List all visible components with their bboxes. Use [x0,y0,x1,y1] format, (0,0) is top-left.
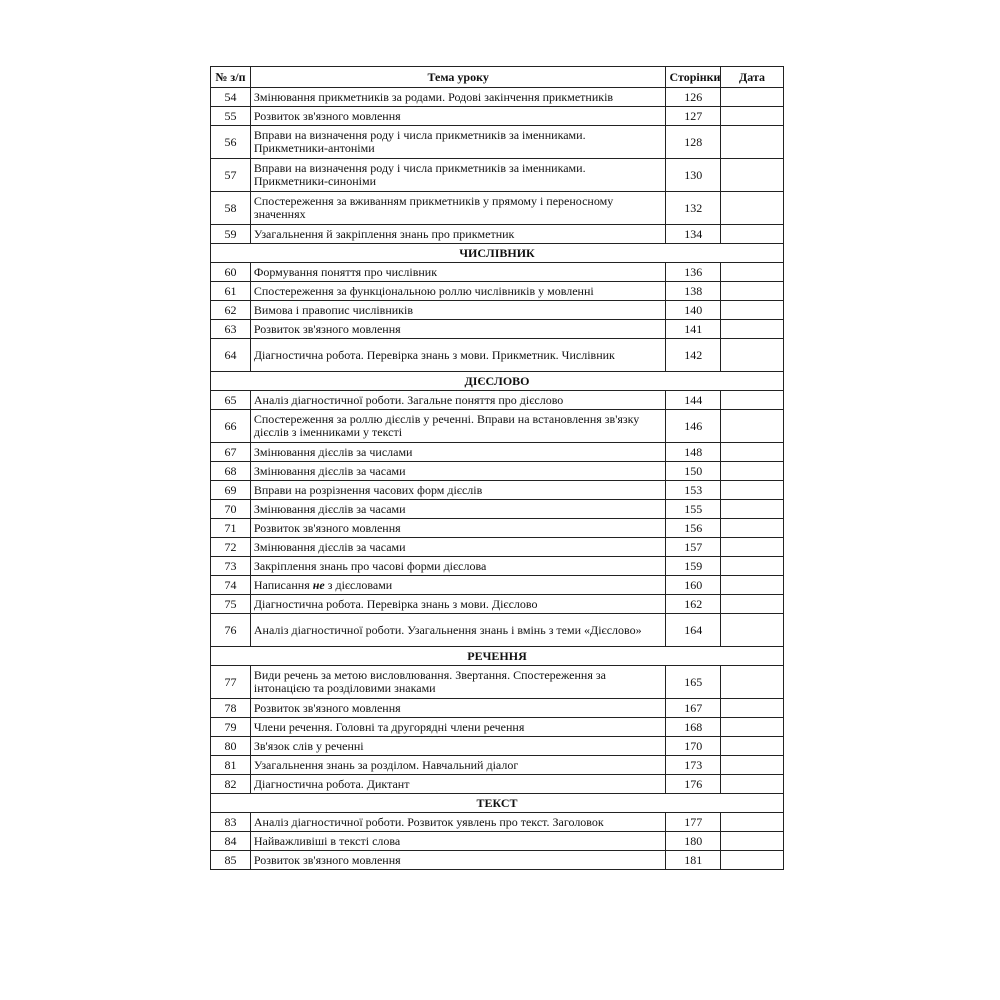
table-row [211,737,784,756]
table-body [211,88,784,870]
lesson-page: 127 [666,107,721,126]
lesson-date [721,88,784,107]
lesson-number: 75 [211,595,251,614]
lesson-number: 56 [211,126,251,159]
lesson-page: 138 [666,282,721,301]
table-row [211,159,784,192]
table-row [211,301,784,320]
lesson-date [721,462,784,481]
lesson-date [721,301,784,320]
lesson-topic: Узагальнення й закріплення знань про прикметник [250,225,666,244]
lesson-topic: Спостереження за роллю дієслів у реченні. Вправи на встановлення зв'язку дієслів з іменниками у тексті [250,410,666,443]
lesson-topic: Види речень за метою висловлювання. Звертання. Спостереження за інтонацією та розділовими знаками [250,666,666,699]
section-title: ДІЄСЛОВО [211,372,784,391]
lesson-number: 84 [211,832,251,851]
lesson-date [721,576,784,595]
lesson-date [721,282,784,301]
table-row [211,282,784,301]
lesson-date [721,481,784,500]
header-row [211,67,784,88]
lesson-page: 150 [666,462,721,481]
table-row [211,462,784,481]
emphasis-word: не [312,577,325,592]
lesson-page: 142 [666,339,721,372]
section-row [211,372,784,391]
lesson-page: 157 [666,538,721,557]
table-row [211,225,784,244]
lesson-page: 180 [666,832,721,851]
section-row [211,244,784,263]
table-row [211,851,784,870]
table-row [211,88,784,107]
table-row [211,192,784,225]
table-row [211,756,784,775]
table-row [211,107,784,126]
lesson-date [721,107,784,126]
lesson-topic: Розвиток зв'язного мовлення [250,851,666,870]
lesson-page: 181 [666,851,721,870]
lesson-number: 72 [211,538,251,557]
lesson-topic: Закріплення знань про часові форми дієслова [250,557,666,576]
lesson-number: 81 [211,756,251,775]
lesson-page: 165 [666,666,721,699]
lesson-topic: Діагностична робота. Диктант [250,775,666,794]
lesson-topic: Формування поняття про числівник [250,263,666,282]
lesson-date [721,320,784,339]
header-number: № з/п [211,67,251,88]
lesson-topic: Змінювання дієслів за числами [250,443,666,462]
lesson-page: 159 [666,557,721,576]
table-row [211,443,784,462]
lesson-page: 162 [666,595,721,614]
lesson-date [721,500,784,519]
lesson-page: 148 [666,443,721,462]
lesson-topic: Вправи на визначення роду і числа прикметників за іменниками. Прикметники-синоніми [250,159,666,192]
lesson-page: 156 [666,519,721,538]
lesson-page: 144 [666,391,721,410]
lesson-number: 61 [211,282,251,301]
header-date: Дата [721,67,784,88]
lesson-date [721,538,784,557]
lesson-topic: Діагностична робота. Перевірка знань з мови. Дієслово [250,595,666,614]
lesson-topic: Вимова і правопис числівників [250,301,666,320]
section-title: РЕЧЕННЯ [211,647,784,666]
lesson-date [721,159,784,192]
table-row [211,538,784,557]
lesson-page: 160 [666,576,721,595]
lesson-date [721,851,784,870]
lesson-number: 80 [211,737,251,756]
lesson-number: 68 [211,462,251,481]
lesson-page: 136 [666,263,721,282]
lesson-number: 70 [211,500,251,519]
lesson-number: 79 [211,718,251,737]
lesson-number: 65 [211,391,251,410]
table-row [211,500,784,519]
lesson-date [721,666,784,699]
table-row [211,832,784,851]
lesson-topic: Розвиток зв'язного мовлення [250,320,666,339]
lesson-number: 57 [211,159,251,192]
lesson-topic: Змінювання дієслів за часами [250,538,666,557]
lesson-number: 82 [211,775,251,794]
lesson-topic: Зв'язок слів у реченні [250,737,666,756]
lesson-number: 67 [211,443,251,462]
lesson-topic: Узагальнення знань за розділом. Навчальний діалог [250,756,666,775]
table-row [211,481,784,500]
header-topic: Тема уроку [250,67,666,88]
table-row [211,666,784,699]
lesson-date [721,756,784,775]
lesson-number: 62 [211,301,251,320]
table-row [211,320,784,339]
lesson-topic: Спостереження за функціональною роллю числівників у мовленні [250,282,666,301]
table-row [211,519,784,538]
lesson-date [721,263,784,282]
lesson-page: 141 [666,320,721,339]
lesson-topic: Члени речення. Головні та другорядні члени речення [250,718,666,737]
lesson-topic: Аналіз діагностичної роботи. Загальне поняття про дієслово [250,391,666,410]
lesson-date [721,699,784,718]
table-row [211,557,784,576]
lesson-date [721,225,784,244]
lesson-date [721,519,784,538]
lesson-topic: Написання не з дієсловами [250,576,666,595]
lesson-number: 71 [211,519,251,538]
section-row [211,647,784,666]
lesson-date [721,339,784,372]
lesson-page: 134 [666,225,721,244]
lesson-page: 155 [666,500,721,519]
lesson-topic: Змінювання дієслів за часами [250,462,666,481]
lesson-number: 78 [211,699,251,718]
lesson-page: 153 [666,481,721,500]
table-row [211,263,784,282]
lesson-page: 164 [666,614,721,647]
table-header [211,67,784,88]
lesson-topic: Аналіз діагностичної роботи. Розвиток уявлень про текст. Заголовок [250,813,666,832]
lesson-page: 168 [666,718,721,737]
lesson-topic: Спостереження за вживанням прикметників у прямому і переносному значеннях [250,192,666,225]
lesson-date [721,737,784,756]
section-title: ЧИСЛІВНИК [211,244,784,263]
lesson-date [721,126,784,159]
lesson-date [721,775,784,794]
table-row [211,339,784,372]
lesson-date [721,614,784,647]
table-row [211,410,784,443]
lesson-number: 60 [211,263,251,282]
lesson-number: 63 [211,320,251,339]
lesson-number: 58 [211,192,251,225]
lesson-number: 85 [211,851,251,870]
lesson-date [721,192,784,225]
table-row [211,614,784,647]
lesson-topic: Вправи на визначення роду і числа прикметників за іменниками. Прикметники-антоніми [250,126,666,159]
lesson-number: 69 [211,481,251,500]
lesson-date [721,595,784,614]
lesson-page: 176 [666,775,721,794]
lesson-page: 173 [666,756,721,775]
lesson-topic: Розвиток зв'язного мовлення [250,699,666,718]
table-row [211,595,784,614]
table-row [211,699,784,718]
lesson-page: 146 [666,410,721,443]
table-row [211,391,784,410]
lesson-page: 140 [666,301,721,320]
lesson-plan-table [210,66,784,870]
lesson-number: 77 [211,666,251,699]
lesson-number: 59 [211,225,251,244]
lesson-topic: Розвиток зв'язного мовлення [250,107,666,126]
lesson-topic: Найважливіші в тексті слова [250,832,666,851]
lesson-date [721,718,784,737]
lesson-page: 132 [666,192,721,225]
table-row [211,813,784,832]
lesson-number: 83 [211,813,251,832]
table-row [211,775,784,794]
lesson-date [721,443,784,462]
lesson-topic: Змінювання дієслів за часами [250,500,666,519]
section-title: ТЕКСТ [211,794,784,813]
lesson-page: 170 [666,737,721,756]
lesson-topic: Вправи на розрізнення часових форм дієслів [250,481,666,500]
lesson-page: 167 [666,699,721,718]
lesson-number: 76 [211,614,251,647]
lesson-page: 128 [666,126,721,159]
lesson-page: 126 [666,88,721,107]
lesson-topic: Розвиток зв'язного мовлення [250,519,666,538]
lesson-date [721,813,784,832]
lesson-number: 54 [211,88,251,107]
lesson-date [721,391,784,410]
lesson-date [721,557,784,576]
lesson-number: 64 [211,339,251,372]
section-row [211,794,784,813]
lesson-number: 66 [211,410,251,443]
lesson-date [721,832,784,851]
table-row [211,576,784,595]
lesson-page: 130 [666,159,721,192]
header-pages: Сторінки [666,67,721,88]
lesson-topic: Діагностична робота. Перевірка знань з мови. Прикметник. Числівник [250,339,666,372]
lesson-number: 73 [211,557,251,576]
lesson-topic: Змінювання прикметників за родами. Родові закінчення прикметників [250,88,666,107]
lesson-topic: Аналіз діагностичної роботи. Узагальнення знань і вмінь з теми «Дієслово» [250,614,666,647]
table-row [211,126,784,159]
lesson-number: 55 [211,107,251,126]
table-row [211,718,784,737]
lesson-page: 177 [666,813,721,832]
lesson-number: 74 [211,576,251,595]
lesson-date [721,410,784,443]
